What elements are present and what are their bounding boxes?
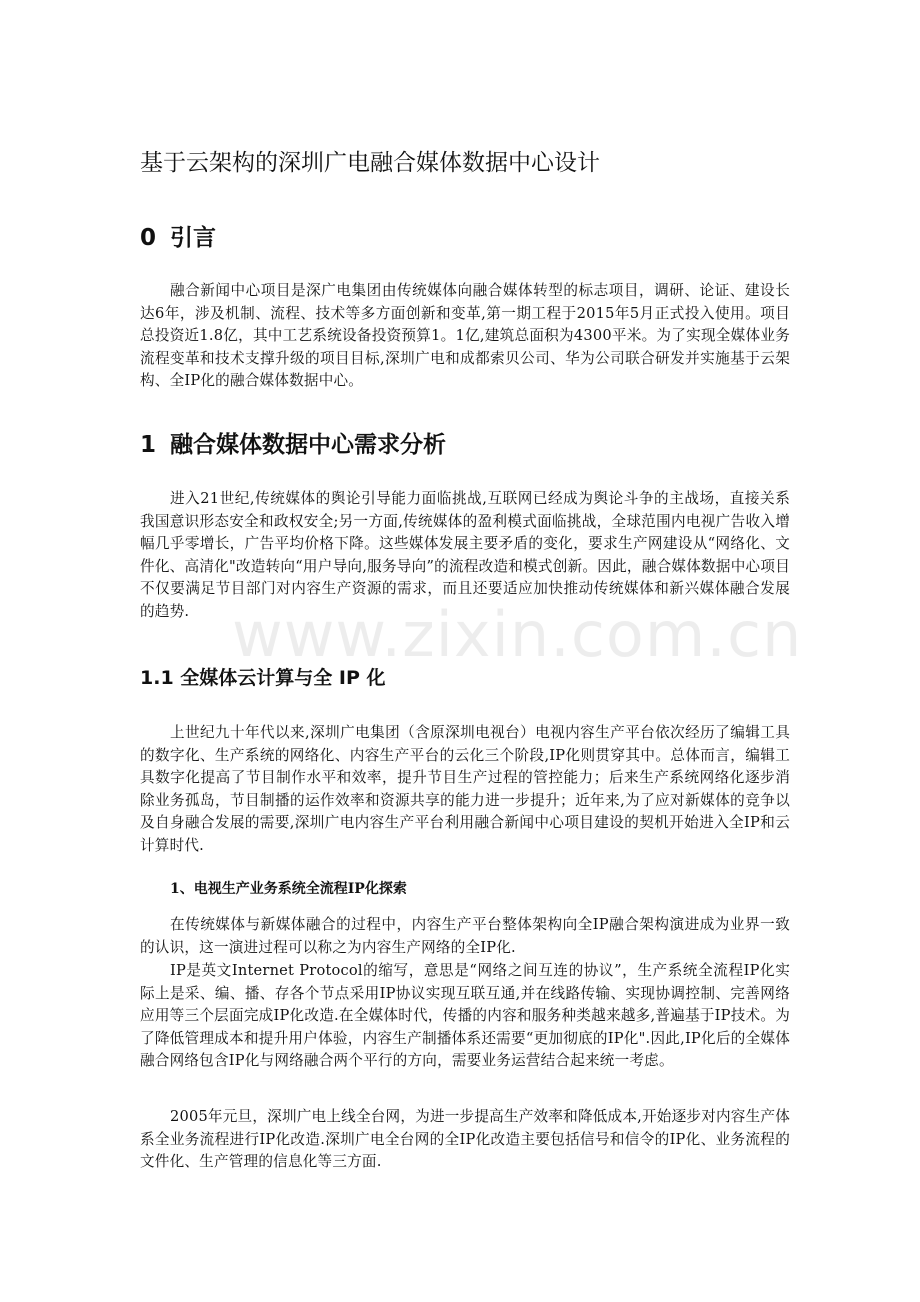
section-title: 融合媒体数据中心需求分析 xyxy=(170,432,446,458)
subsection-heading-cloud-ip: 1.1 全媒体云计算与全 IP 化 xyxy=(140,667,386,689)
section-title: 引言 xyxy=(170,225,216,251)
document-title: 基于云架构的深圳广电融合媒体数据中心设计 xyxy=(140,150,600,176)
section-heading-introduction xyxy=(140,221,216,255)
paragraph-ip-exploration-2: IP是英文Internet Protocol的缩写，意思是“网络之间互连的协议”，生产系统全流程IP化实际上是采、编、播、存各个节点采用IP协议实现互联互通,并在线路传输、实现协调控制、完善网络应用等三个层面完成IP化改造.在全媒体时代，传播的内容和服务种类越来越多,普遍基于IP技术。为了降低管理成本和提升用户体验，内容生产制播体系还需要“更加彻底的IP化".因此,IP化后的全媒体融合网络包含IP化与网络融合两个平行的方向，需要业务运营结合起来统一考虑。 xyxy=(140,962,790,1070)
paragraph-introduction: 融合新闻中心项目是深广电集团由传统媒体向融合媒体转型的标志项目，调研、论证、建设长达6年，涉及机制、流程、技术等多方面创新和变革,第一期工程于2015年5月正式投入使用。项目总投资近1.8亿，其中工艺系统设备投资预算1。1亿,建筑总面积为4300平米。为了实现全媒体业务流程变革和技术支撑升级的项目目标,深圳广电和成都索贝公司、华为公司联合研发并实施基于云架构、全IP化的融合媒体数据中心。 xyxy=(140,282,790,390)
subsection-heading-ip-exploration: 1、电视生产业务系统全流程IP化探索 xyxy=(170,881,407,897)
paragraph-requirements: 进入21世纪,传统媒体的舆论引导能力面临挑战,互联网已经成为舆论斗争的主战场，直接关系我国意识形态安全和政权安全;另一方面,传统媒体的盈利模式面临挑战，全球范围内电视广告收入增幅几乎零增长，广告平均价格下降。这些媒体发展主要矛盾的变化，要求生产网建设从“网络化、文件化、高清化"改造转向“用户导向,服务导向”的流程改造和模式创新。因此，融合媒体数据中心项目不仅要满足节目部门对内容生产资源的需求，而且还要适应加快推动传统媒体和新兴媒体融合发展的趋势. xyxy=(140,490,790,620)
paragraph-ip-exploration-1: 在传统媒体与新媒体融合的过程中，内容生产平台整体架构向全IP融合架构演进成为业界一致的认识，这一演进过程可以称之为内容生产网络的全IP化. xyxy=(140,916,790,956)
paragraph-ip-exploration-3: 2005年元旦，深圳广电上线全台网，为进一步提高生产效率和降低成本,开始逐步对内容生产体系全业务流程进行IP化改造.深圳广电全台网的全IP化改造主要包括信号和信令的IP化、业务流程的文件化、生产管理的信息化等三方面. xyxy=(140,1108,790,1171)
section-number: 0 xyxy=(140,225,157,251)
section-heading-requirements xyxy=(140,428,446,462)
paragraph-cloud-ip: 上世纪九十年代以来,深圳广电集团（含原深圳电视台）电视内容生产平台依次经历了编辑工具的数字化、生产系统的网络化、内容生产平台的云化三个阶段,IP化则贯穿其中。总体而言，编辑工具数字化提高了节目制作水平和效率，提升节目生产过程的管控能力；后来生产系统网络化逐步消除业务孤岛，节目制播的运作效率和资源共享的能力进一步提升；近年来,为了应对新媒体的竞争以及自身融合发展的需要,深圳广电内容生产平台利用融合新闻中心项目建设的契机开始进入全IP和云计算时代. xyxy=(140,724,790,854)
section-number: 1 xyxy=(140,432,157,458)
watermark-text: www.zixin.com.cn xyxy=(232,598,803,671)
